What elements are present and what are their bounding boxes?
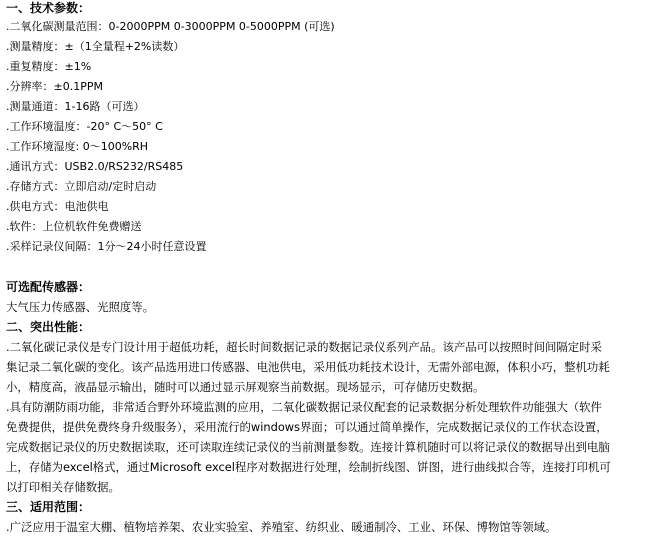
- application-text: .广泛应用于温室大棚、植物培养架、农业实验室、养殖室、纺织业、暖通制冷、工业、环保、博物馆等领域。: [6, 520, 557, 534]
- spec-line: .通讯方式：USB2.0/RS232/RS485: [6, 160, 184, 173]
- spec-line: .分辨率：±0.1PPM: [6, 80, 103, 93]
- spec-line: .工作环境湿度: 0～100%RH: [6, 140, 149, 153]
- paragraph-line: 免费提供，提供免费终身升级服务），采用流行的windows界面；可以通过简单操作，完成数据记录仪的工作状态设置，: [6, 420, 608, 434]
- spec-line: .供电方式：电池供电: [6, 200, 109, 213]
- paragraph-line: .具有防潮防雨功能，非常适合野外环境监测的应用，二氧化碳数据记录仪配套的记录数据分析处理软件功能强大（软件: [6, 400, 602, 414]
- paragraph-line: .二氧化碳记录仪是专门设计用于超低功耗，超长时间数据记录的数据记录仪系列产品。该产品可以按照时间间隔定时采: [6, 340, 602, 354]
- section3-heading: 三、适用范围：: [6, 500, 91, 514]
- spec-line: .采样记录仪间隔：1分～24小时任意设置: [6, 240, 207, 253]
- spec-line: .测量精度：±（1全量程+2%读数）: [6, 40, 185, 53]
- spec-line: .重复精度：±1%: [6, 60, 92, 73]
- spec-line: .测量通道：1-16路（可选）: [6, 100, 145, 113]
- optional-sensors-text: 大气压力传感器、光照度等。: [6, 300, 155, 314]
- paragraph-line: 以打印相关存储数据。: [6, 480, 120, 494]
- spec-line: .工作环境温度：-20° C～50° C: [6, 120, 163, 133]
- optional-sensors-heading: 可选配传感器：: [6, 280, 91, 294]
- spec-line: .存储方式：立即启动/定时启动: [6, 180, 157, 193]
- spec-line: .二氧化碳测量范围：0-2000PPM 0-3000PPM 0-5000PPM (可选): [6, 20, 335, 33]
- section1-heading: 一、技术参数：: [6, 1, 91, 15]
- paragraph-line: 完成数据记录仪的历史数据读取，还可读取连续记录仪的当前测量参数。连接计算机随时可以将记录仪的数据导出到电脑: [6, 440, 610, 454]
- spec-line: .软件：上位机软件免费赠送: [6, 220, 142, 233]
- paragraph-line: 集记录二氧化碳的变化。该产品选用进口传感器、电池供电，采用低功耗技术设计，无需外部电源，体积小巧，整机功耗: [6, 360, 610, 374]
- paragraph-line: 上，存储为excel格式，通过Microsoft excel程序对数据进行处理，绘制折线图、饼图，进行曲线拟合等，连接打印机可: [6, 460, 611, 474]
- section2-heading: 二、突出性能：: [6, 320, 91, 334]
- paragraph-line: 小，精度高，液晶显示输出，随时可以通过显示屏观察当前数据。现场显示，可存储历史数据。: [6, 380, 485, 394]
